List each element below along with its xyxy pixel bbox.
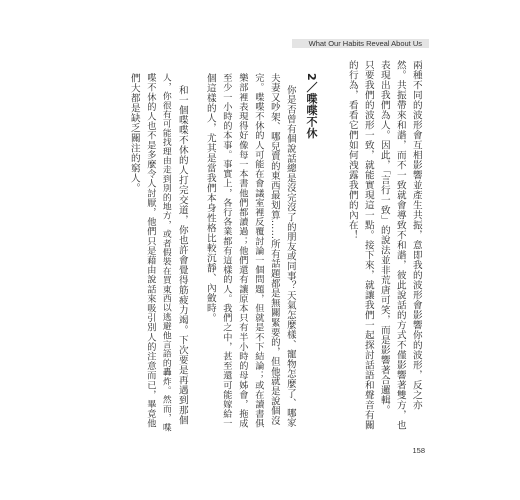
s1-p1-col1: 兩種不同的波形會互相影響並產生共振，意即我的波形會影響你的波形，反之亦 — [410, 60, 422, 410]
running-header-title: What Our Habits Reveal About Us — [308, 39, 422, 48]
s2-p1-col3: 完。喋喋不休的人可能在會議室裡反覆討論一個問題，但就是不下結論；或在讀書俱 — [252, 73, 264, 429]
s2-p2-col3: 喋不休的人也不是多麼令人討厭，他們只是藉由說話來吸引別人的注意而已，畢竟他 — [144, 73, 156, 429]
s1-p1-col3: 表現出我們為人。因此，「言行一致」的說法並非荒唐可笑，而是影響著合邏輯。 — [378, 60, 390, 416]
s2-p2-col2: 人，你很有可能找理由走到別的地方，或者假裝在買東西以逃避他言語的轟炸。然而，喋 — [160, 73, 171, 432]
s1-p1-col5: 的行為，看看它們如何洩露我們的內在！ — [346, 60, 358, 240]
s1-p1-col4: 只要我們的波形一致，就能實現這一點。接下來，就讓我們一起探討話語和聲音有關 — [362, 60, 374, 430]
s2-p2-col1: 和一個喋喋不休的人打完交道，你也許會覺得筋疲力竭。下次要是再遇到那個 — [176, 85, 188, 425]
s2-p2-col4: 們大都是缺乏關注的窮人。 — [128, 73, 140, 193]
s2-p1-col6: 個這樣的人，尤其是當我們本身性格比較沉靜、內斂時。 — [204, 73, 216, 323]
page-number: 158 — [412, 446, 425, 455]
s2-p1-col2: 夫妻又吵架、哪兒賣的東西最划算……所有話題都是無關緊要的，但他就是說個沒 — [268, 73, 280, 426]
section-heading: 2／喋喋不休 — [305, 73, 318, 139]
s2-p1-col4: 樂部裡表現得好像每一本書他們都讀過；他們還有讓原本只有半小時的母姊會，拖成 — [236, 73, 248, 429]
s1-p1-col2: 然。共振帶來和諧，而不一致就會導致不和諧，彼此說話的方式不僅影響著雙方，也 — [394, 60, 406, 430]
s2-p1-col1: 你是否曾有個說話總是沒完沒了的朋友或同事？天氣怎麼樣、寵物怎麼了、哪家 — [284, 85, 296, 428]
s2-p1-col5: 至少一小時的本事。事實上，各行各業都有這樣的人。我們之中，甚至還可能嫁給一 — [220, 73, 232, 429]
